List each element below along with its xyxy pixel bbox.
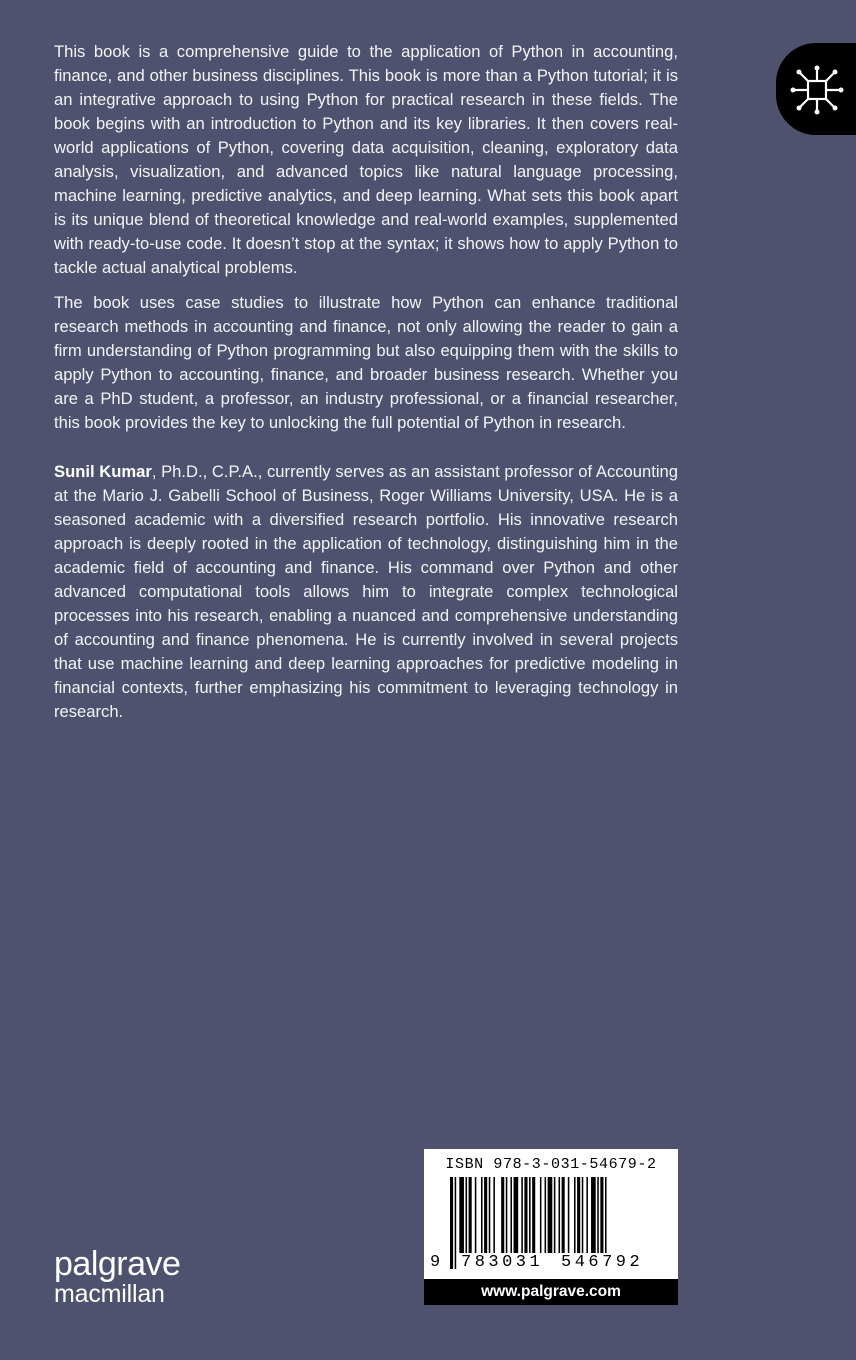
ean-left-group: 783031 [461,1253,556,1272]
barcode-bar [521,1177,523,1253]
isbn-barcode-panel [424,1149,678,1305]
description-paragraph-1: This book is a comprehensive guide to the application of Python in accounting, finance, and other business disciplines. This book is more than a Python tutorial; it is an integrative approach to using Python for practical research in these fields. The book begins with an introduction to Python and its key libraries. It then covers real-world applications of Python, covering data acquisition, cleaning, exploratory data analysis, visualization, and advanced topics like natural language processing, machine learning, predictive analytics, and deep learning. What sets this book apart is its unique blend of theoretical knowledge and real-world examples, supplemented with ready-to-use code. It doesn’t stop at the syntax; it shows how to apply Python to tackle actual analytical problems. [54,42,678,277]
author-bio [54,460,678,724]
cover-copy [54,40,678,735]
publisher-name-line1: palgrave [54,1245,181,1283]
barcode-bar [469,1177,472,1253]
barcode-bar [586,1177,588,1253]
publisher-logo-badge [776,43,856,135]
barcode-bar [540,1177,542,1253]
barcode-bar [506,1177,508,1253]
barcode-bar [548,1177,553,1253]
barcode-bar [574,1177,576,1253]
author-name: Sunil Kumar [54,462,152,481]
barcode-bar [493,1177,495,1253]
publisher-wordmark [54,1247,180,1307]
barcode-bar [524,1177,527,1253]
barcode-bar [597,1177,599,1253]
barcode-bar [514,1177,519,1253]
author-bio-text: , Ph.D., C.P.A., currently serves as an assistant professor of Accounting at the Mario J. Gabelli School of Business, Roger Williams University, USA. He is a seasoned academic with a diversified research portfolio. His innovative research approach is deeply rooted in the application of technology, distinguishing him in the academic field of accounting and finance. His command over Python and other advanced computational tools allows him to integrate complex technological processes into his research, enabling a nuanced and comprehensive understanding of accounting and finance phenomena. He is currently involved in several projects that use machine learning and deep learning approaches for predictive modeling in financial contexts, further emphasizing his commitment to leveraging technology in research. [54,462,678,721]
barcode-bar [484,1177,487,1253]
barcode-bar [466,1177,468,1253]
barcode-bar [559,1177,561,1253]
barcode-bar [459,1177,464,1253]
barcode-bar [475,1177,477,1253]
barcode-bar [568,1177,570,1253]
barcode-bar [577,1177,580,1253]
palgrave-network-logo-icon [789,62,845,118]
barcode-bar [489,1177,491,1253]
barcode-bar [600,1177,603,1253]
barcode-bar [562,1177,565,1253]
ean-first-digit: 9 [430,1253,441,1272]
barcode-bar [591,1177,596,1253]
publisher-url: www.palgrave.com [424,1279,678,1305]
ean-right-group: 546792 [561,1253,656,1272]
publisher-name-line2: macmillan [54,1280,165,1308]
description-paragraph-2: The book uses case studies to illustrate how Python can enhance traditional research methods in accounting and finance, not only allowing the reader to gain a firm understanding of Python programming but also equipping them with the skills to apply Python to accounting, finance, and broader business research. Whether you are a PhD student, a professor, an industry professional, or a financial researcher, this book provides the key to unlocking the full potential of Python in research. [54,293,678,432]
barcode-bar [501,1177,504,1253]
barcode-bar [510,1177,512,1253]
isbn-label: ISBN 978-3-031-54679-2 [445,1156,657,1173]
barcode-bar [554,1177,556,1253]
barcode-bar [545,1177,547,1253]
barcode-bar [582,1177,584,1253]
barcode-bar [481,1177,483,1253]
ean-digits [424,1253,678,1275]
